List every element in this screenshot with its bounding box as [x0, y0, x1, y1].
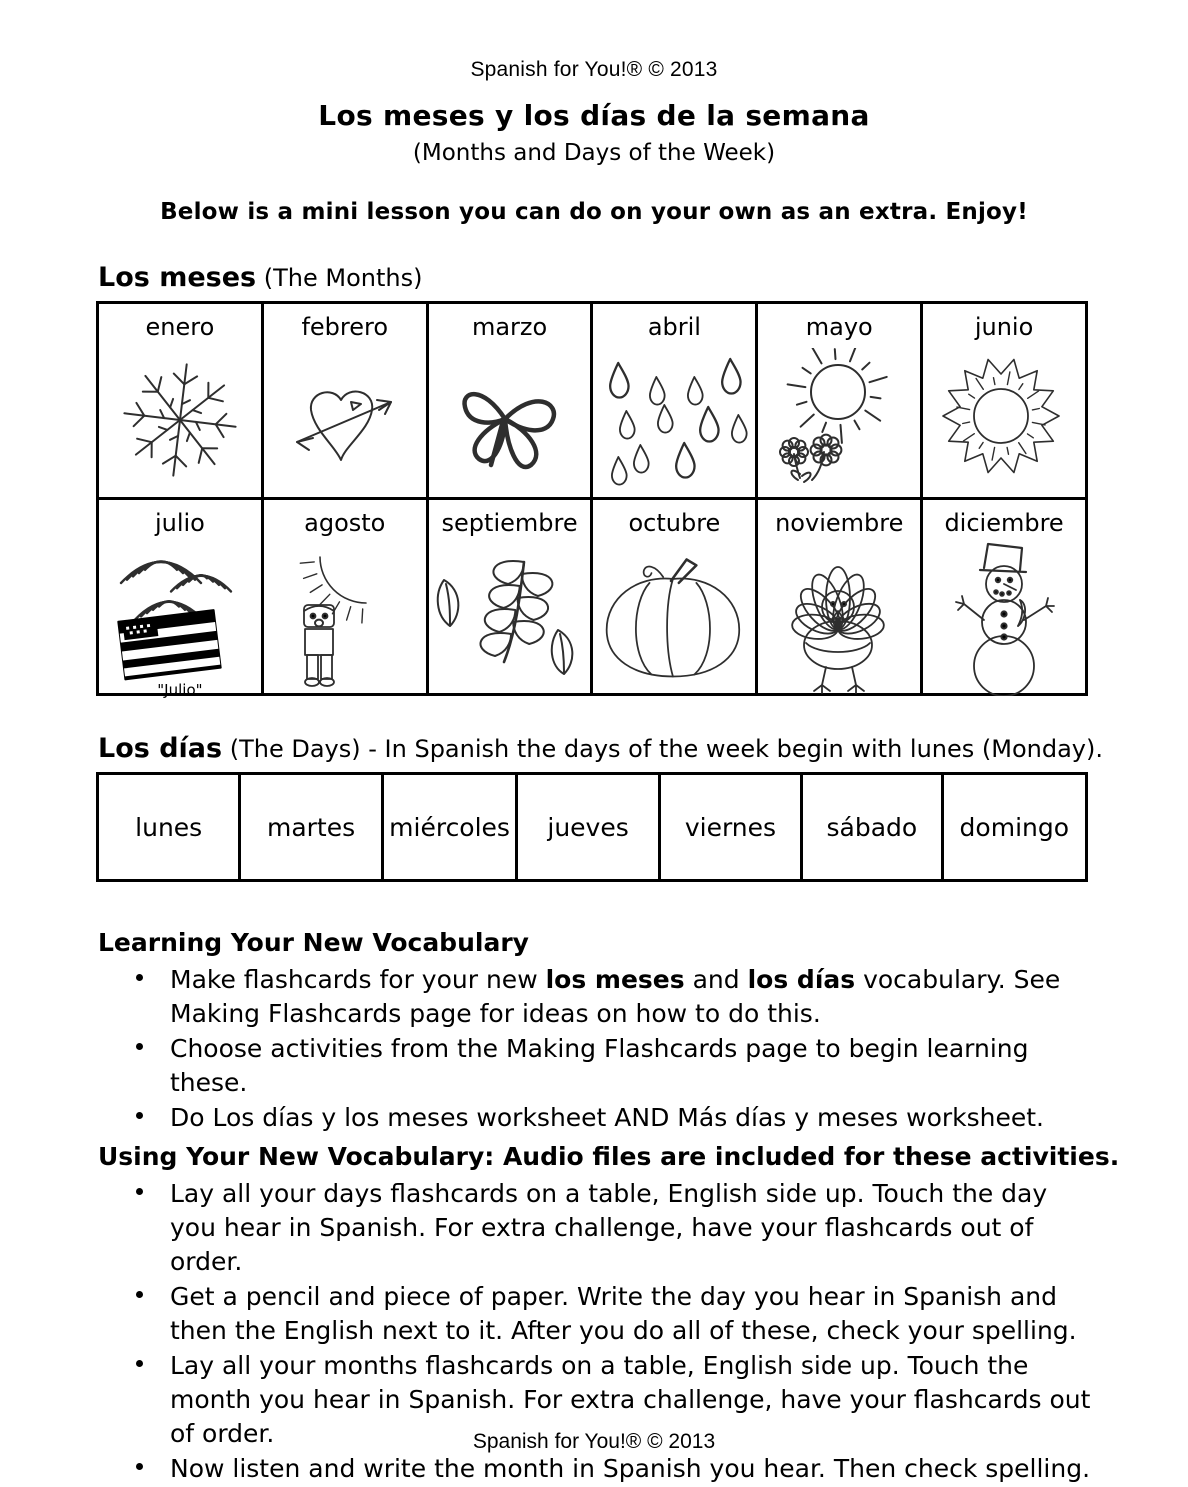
bullet-text: Lay all your days flashcards on a table, English side up. Touch the day you hear in Spanish. For extra challenge, have your flashcards out of order. [170, 1179, 1047, 1276]
day-cell[interactable]: lunes [98, 774, 240, 881]
month-label: agosto [264, 500, 426, 535]
bullet-text: Get a pencil and piece of paper. Write the day you hear in Spanish and then the English next to it. After you do all of these, check your spelling. [170, 1282, 1077, 1345]
month-cell[interactable] [922, 499, 1087, 695]
bullet-text: Now listen and write the month in Spanish you hear. Then check spelling. [170, 1454, 1090, 1483]
learning-bullet-item [128, 1101, 1093, 1135]
month-label: abril [593, 304, 755, 339]
turkey-icon [758, 542, 920, 691]
day-cell[interactable]: viernes [659, 774, 801, 881]
page-title: Los meses y los días de la semana [0, 99, 1188, 132]
months-table [96, 301, 1088, 696]
using-bullet-item [128, 1280, 1093, 1348]
learning-bullet-list [128, 963, 1093, 1136]
month-label: enero [99, 304, 261, 339]
footer-copyright: Spanish for You!® © 2013 [0, 1430, 1188, 1454]
months-heading-english: (The Months) [256, 264, 422, 292]
month-cell[interactable] [922, 303, 1087, 499]
month-cell[interactable] [592, 499, 757, 695]
month-label: febrero [264, 304, 426, 339]
using-bullet-item [128, 1452, 1093, 1486]
month-cell[interactable] [757, 499, 922, 695]
month-label: diciembre [923, 500, 1085, 535]
days-section-heading [98, 733, 1103, 764]
month-cell[interactable] [427, 499, 592, 695]
emphasis-text: los meses [546, 965, 685, 994]
heart-with-arrow-icon [264, 346, 426, 495]
month-label: noviembre [758, 500, 920, 535]
raindrops-icon [593, 346, 755, 495]
intro-text: Below is a mini lesson you can do on your own as an extra. Enjoy! [0, 199, 1188, 225]
snowflake-icon [99, 346, 261, 495]
days-heading-english: (The Days) - In Spanish the days of the week begin with lunes (Monday). [222, 735, 1103, 763]
month-cell[interactable] [262, 303, 427, 499]
days-table [96, 772, 1088, 882]
shamrock-icon [429, 346, 591, 495]
months-section-heading [98, 262, 422, 293]
fireworks-flag-icon [99, 542, 261, 691]
bullet-text: Make flashcards for your new [170, 965, 546, 994]
learning-bullet-item [128, 963, 1093, 1031]
emphasis-text: los días [748, 965, 856, 994]
month-cell[interactable] [262, 499, 427, 695]
day-cell[interactable]: domingo [942, 774, 1086, 881]
pumpkin-icon [593, 542, 755, 691]
month-cell[interactable] [592, 303, 757, 499]
page-subtitle: (Months and Days of the Week) [0, 140, 1188, 166]
month-cell[interactable] [98, 499, 263, 695]
bullet-text: vocabulary. See Making Flashcards page for ideas on how to do this. [170, 965, 1060, 1028]
day-cell[interactable]: martes [240, 774, 382, 881]
month-label: julio [99, 500, 261, 535]
days-heading-spanish: Los días [98, 733, 222, 764]
bullet-text: Choose activities from the Making Flashcards page to begin learning these. [170, 1034, 1029, 1097]
month-caption: "Julio" [157, 681, 202, 699]
month-cell[interactable] [757, 303, 922, 499]
month-label: mayo [758, 304, 920, 339]
month-label: octubre [593, 500, 755, 535]
autumn-leaves-icon [429, 542, 591, 691]
learning-heading: Learning Your New Vocabulary [98, 928, 529, 957]
using-bullet-item [128, 1177, 1093, 1279]
month-label: junio [923, 304, 1085, 339]
day-cell[interactable]: miércoles [382, 774, 517, 881]
learning-bullet-item [128, 1032, 1093, 1100]
months-table-row [98, 303, 1087, 499]
sun-with-child-icon [264, 542, 426, 691]
months-table-row [98, 499, 1087, 695]
months-heading-spanish: Los meses [98, 262, 256, 293]
snowman-icon [923, 542, 1085, 691]
header-copyright: Spanish for You!® © 2013 [0, 58, 1188, 82]
bullet-text: and [685, 965, 748, 994]
using-heading: Using Your New Vocabulary: Audio files are included for these activities. [98, 1142, 1119, 1171]
day-cell[interactable]: jueves [517, 774, 659, 881]
month-cell[interactable] [427, 303, 592, 499]
month-cell[interactable] [98, 303, 263, 499]
month-label: marzo [429, 304, 591, 339]
sun-with-flowers-icon [758, 346, 920, 495]
bright-sun-icon [923, 346, 1085, 495]
day-cell[interactable]: sábado [802, 774, 942, 881]
bullet-text: Lay all your months flashcards on a table, English side up. Touch the month you hear in Spanish. For extra challenge, have your flashcards out of order. [170, 1351, 1090, 1448]
bullet-text: Do Los días y los meses worksheet AND Más días y meses worksheet. [170, 1103, 1044, 1132]
month-label: septiembre [429, 500, 591, 535]
